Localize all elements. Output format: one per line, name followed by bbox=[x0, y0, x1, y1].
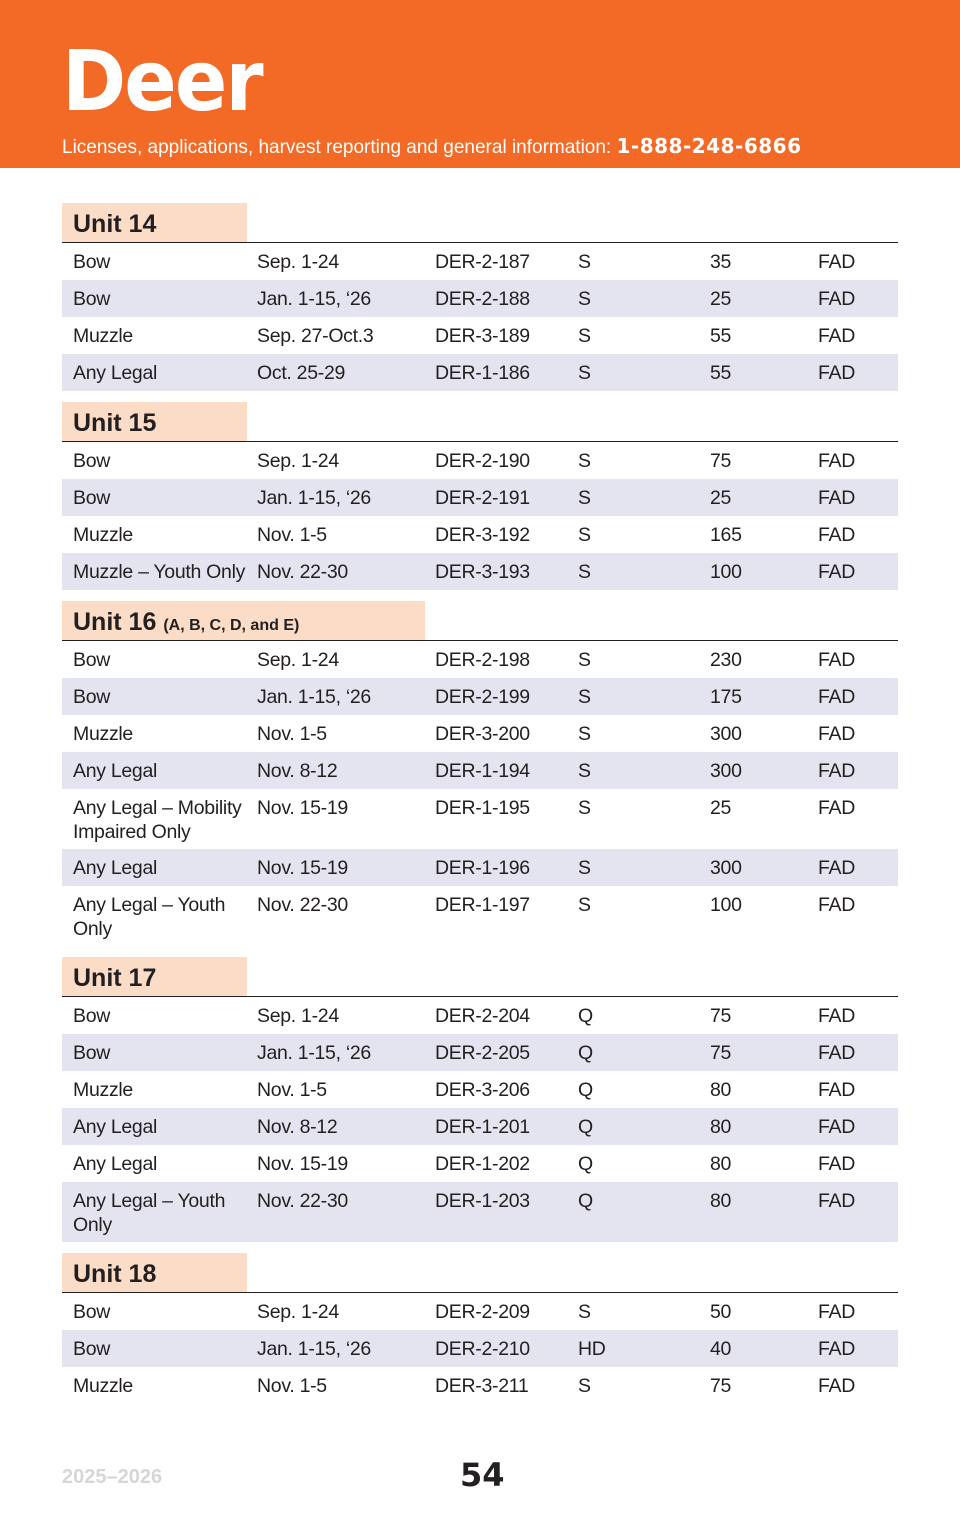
cell-apply: FAD bbox=[818, 325, 856, 347]
cell-apply: FAD bbox=[818, 362, 856, 384]
table-row bbox=[62, 886, 898, 946]
table-row bbox=[62, 479, 898, 516]
cell-apply: FAD bbox=[818, 1338, 856, 1360]
table-row bbox=[62, 243, 898, 280]
cell-type: Q bbox=[578, 1005, 593, 1027]
cell-licenses: 75 bbox=[710, 1042, 732, 1064]
unit-section bbox=[62, 957, 898, 1242]
cell-dates: Sep. 1-24 bbox=[257, 1005, 339, 1027]
cell-licenses: 55 bbox=[710, 362, 732, 384]
cell-apply: FAD bbox=[818, 857, 856, 879]
unit-section bbox=[62, 402, 898, 590]
cell-apply: FAD bbox=[818, 450, 856, 472]
cell-type: S bbox=[578, 894, 591, 916]
unit-header bbox=[62, 1253, 898, 1293]
cell-type: S bbox=[578, 524, 591, 546]
cell-dates: Sep. 1-24 bbox=[257, 649, 339, 671]
table-row bbox=[62, 516, 898, 553]
cell-dates: Sep. 1-24 bbox=[257, 450, 339, 472]
cell-hunt-code: DER-1-194 bbox=[435, 760, 530, 782]
cell-hunt-code: DER-2-199 bbox=[435, 686, 530, 708]
unit-section bbox=[62, 1253, 898, 1404]
cell-apply: FAD bbox=[818, 797, 856, 819]
cell-apply: FAD bbox=[818, 894, 856, 916]
cell-licenses: 80 bbox=[710, 1190, 732, 1212]
cell-licenses: 55 bbox=[710, 325, 732, 347]
cell-licenses: 300 bbox=[710, 723, 742, 745]
cell-dates: Nov. 1-5 bbox=[257, 524, 327, 546]
page-title: Deer bbox=[62, 32, 262, 130]
cell-hunt-code: DER-1-195 bbox=[435, 797, 530, 819]
cell-type: Q bbox=[578, 1042, 593, 1064]
cell-type: Q bbox=[578, 1190, 593, 1212]
cell-type: S bbox=[578, 797, 591, 819]
cell-weapon: Bow bbox=[73, 649, 111, 671]
cell-dates: Nov. 15-19 bbox=[257, 1153, 348, 1175]
unit-name: Unit 17 bbox=[73, 964, 157, 992]
table-row bbox=[62, 553, 898, 590]
cell-weapon: Muzzle bbox=[73, 325, 133, 347]
cell-hunt-code: DER-2-191 bbox=[435, 487, 530, 509]
cell-weapon: Muzzle bbox=[73, 1375, 133, 1397]
cell-hunt-code: DER-3-206 bbox=[435, 1079, 530, 1101]
table-row bbox=[62, 1330, 898, 1367]
cell-weapon: Any Legal bbox=[73, 1153, 158, 1175]
cell-dates: Nov. 15-19 bbox=[257, 857, 348, 879]
cell-hunt-code: DER-2-187 bbox=[435, 251, 530, 273]
cell-weapon: Any Legal bbox=[73, 1116, 158, 1138]
cell-weapon: Bow bbox=[73, 450, 111, 472]
cell-hunt-code: DER-3-193 bbox=[435, 561, 530, 583]
table-row bbox=[62, 1071, 898, 1108]
table-row bbox=[62, 678, 898, 715]
cell-weapon: Any Legal – Youth Only bbox=[73, 1190, 226, 1236]
cell-hunt-code: DER-3-192 bbox=[435, 524, 530, 546]
cell-licenses: 80 bbox=[710, 1079, 732, 1101]
cell-apply: FAD bbox=[818, 1079, 856, 1101]
cell-type: Q bbox=[578, 1153, 593, 1175]
cell-type: S bbox=[578, 561, 591, 583]
table-row bbox=[62, 1108, 898, 1145]
cell-licenses: 80 bbox=[710, 1116, 732, 1138]
cell-apply: FAD bbox=[818, 1116, 856, 1138]
cell-hunt-code: DER-3-211 bbox=[435, 1375, 529, 1397]
phone-number: 1-888-248-6866 bbox=[616, 134, 802, 158]
cell-licenses: 300 bbox=[710, 857, 742, 879]
unit-title bbox=[62, 203, 247, 242]
cell-weapon: Bow bbox=[73, 288, 111, 310]
cell-type: Q bbox=[578, 1116, 593, 1138]
cell-type: S bbox=[578, 857, 591, 879]
cell-dates: Nov. 1-5 bbox=[257, 723, 327, 745]
cell-licenses: 230 bbox=[710, 649, 742, 671]
cell-licenses: 100 bbox=[710, 894, 742, 916]
table-row bbox=[62, 715, 898, 752]
cell-dates: Nov. 1-5 bbox=[257, 1375, 327, 1397]
cell-type: S bbox=[578, 723, 591, 745]
cell-dates: Nov. 22-30 bbox=[257, 1190, 348, 1212]
table-row bbox=[62, 317, 898, 354]
cell-hunt-code: DER-1-197 bbox=[435, 894, 530, 916]
unit-name: Unit 14 bbox=[73, 210, 157, 238]
cell-weapon: Muzzle bbox=[73, 1079, 133, 1101]
cell-type: S bbox=[578, 251, 591, 273]
cell-hunt-code: DER-1-203 bbox=[435, 1190, 530, 1212]
cell-hunt-code: DER-2-209 bbox=[435, 1301, 530, 1323]
unit-title bbox=[62, 957, 247, 996]
unit-name: Unit 18 bbox=[73, 1260, 157, 1288]
cell-type: S bbox=[578, 325, 591, 347]
cell-dates: Sep. 1-24 bbox=[257, 1301, 339, 1323]
header-subtitle bbox=[62, 134, 801, 159]
cell-weapon: Any Legal bbox=[73, 857, 158, 879]
cell-dates: Nov. 22-30 bbox=[257, 894, 348, 916]
cell-licenses: 300 bbox=[710, 760, 742, 782]
unit-header bbox=[62, 601, 898, 641]
cell-type: S bbox=[578, 1375, 591, 1397]
cell-type: HD bbox=[578, 1338, 606, 1360]
cell-apply: FAD bbox=[818, 1005, 856, 1027]
cell-hunt-code: DER-1-202 bbox=[435, 1153, 530, 1175]
cell-weapon: Muzzle bbox=[73, 524, 133, 546]
table-row bbox=[62, 997, 898, 1034]
cell-hunt-code: DER-1-186 bbox=[435, 362, 530, 384]
cell-dates: Jan. 1-15, ‘26 bbox=[257, 686, 371, 708]
cell-apply: FAD bbox=[818, 524, 856, 546]
cell-weapon: Bow bbox=[73, 1338, 111, 1360]
unit-header bbox=[62, 402, 898, 442]
cell-hunt-code: DER-1-201 bbox=[435, 1116, 530, 1138]
unit-title bbox=[62, 402, 247, 441]
table-row bbox=[62, 1367, 898, 1404]
cell-type: S bbox=[578, 487, 591, 509]
table-row bbox=[62, 1293, 898, 1330]
cell-dates: Nov. 1-5 bbox=[257, 1079, 327, 1101]
page-number: 54 bbox=[460, 1456, 505, 1494]
cell-hunt-code: DER-2-204 bbox=[435, 1005, 530, 1027]
cell-weapon: Bow bbox=[73, 487, 111, 509]
cell-weapon: Any Legal – Youth Only bbox=[73, 894, 226, 940]
unit-header bbox=[62, 203, 898, 243]
table-row bbox=[62, 1145, 898, 1182]
cell-type: S bbox=[578, 288, 591, 310]
cell-weapon: Bow bbox=[73, 1005, 111, 1027]
table-row bbox=[62, 789, 898, 849]
hunt-table bbox=[62, 203, 898, 1415]
cell-weapon: Any Legal bbox=[73, 362, 158, 384]
unit-section bbox=[62, 601, 898, 946]
cell-licenses: 175 bbox=[710, 686, 742, 708]
cell-apply: FAD bbox=[818, 760, 856, 782]
table-row bbox=[62, 280, 898, 317]
unit-name: Unit 15 bbox=[73, 409, 157, 437]
cell-apply: FAD bbox=[818, 561, 856, 583]
cell-dates: Jan. 1-15, ‘26 bbox=[257, 1338, 371, 1360]
table-row bbox=[62, 354, 898, 391]
cell-dates: Jan. 1-15, ‘26 bbox=[257, 487, 371, 509]
cell-weapon: Muzzle bbox=[73, 723, 133, 745]
table-row bbox=[62, 641, 898, 678]
cell-type: S bbox=[578, 450, 591, 472]
cell-licenses: 75 bbox=[710, 1005, 732, 1027]
cell-apply: FAD bbox=[818, 487, 856, 509]
cell-dates: Sep. 27-Oct.3 bbox=[257, 325, 374, 347]
cell-dates: Sep. 1-24 bbox=[257, 251, 339, 273]
cell-hunt-code: DER-2-188 bbox=[435, 288, 530, 310]
cell-weapon: Bow bbox=[73, 1042, 111, 1064]
cell-hunt-code: DER-3-200 bbox=[435, 723, 530, 745]
cell-apply: FAD bbox=[818, 723, 856, 745]
cell-hunt-code: DER-2-190 bbox=[435, 450, 530, 472]
cell-dates: Nov. 8-12 bbox=[257, 760, 338, 782]
cell-hunt-code: DER-2-198 bbox=[435, 649, 530, 671]
cell-weapon: Muzzle – Youth Only bbox=[73, 561, 246, 583]
header-banner bbox=[0, 0, 960, 168]
table-row bbox=[62, 752, 898, 789]
cell-apply: FAD bbox=[818, 288, 856, 310]
cell-apply: FAD bbox=[818, 649, 856, 671]
cell-licenses: 80 bbox=[710, 1153, 732, 1175]
cell-hunt-code: DER-3-189 bbox=[435, 325, 530, 347]
unit-section bbox=[62, 203, 898, 391]
cell-weapon: Bow bbox=[73, 1301, 111, 1323]
cell-licenses: 40 bbox=[710, 1338, 732, 1360]
cell-apply: FAD bbox=[818, 686, 856, 708]
cell-hunt-code: DER-2-210 bbox=[435, 1338, 530, 1360]
cell-licenses: 75 bbox=[710, 1375, 732, 1397]
cell-type: S bbox=[578, 760, 591, 782]
footer-year: 2025–2026 bbox=[62, 1466, 163, 1488]
cell-dates: Oct. 25-29 bbox=[257, 362, 346, 384]
cell-licenses: 25 bbox=[710, 288, 732, 310]
cell-type: S bbox=[578, 686, 591, 708]
table-row bbox=[62, 1182, 898, 1242]
cell-dates: Nov. 22-30 bbox=[257, 561, 348, 583]
unit-title bbox=[62, 601, 425, 640]
cell-dates: Nov. 15-19 bbox=[257, 797, 348, 819]
cell-apply: FAD bbox=[818, 1042, 856, 1064]
cell-licenses: 165 bbox=[710, 524, 742, 546]
subtitle-text: Licenses, applications, harvest reporting and general information: bbox=[62, 137, 617, 158]
cell-apply: FAD bbox=[818, 1190, 856, 1212]
cell-weapon: Bow bbox=[73, 686, 111, 708]
cell-dates: Nov. 8-12 bbox=[257, 1116, 338, 1138]
unit-name: Unit 16 bbox=[73, 608, 157, 636]
cell-hunt-code: DER-1-196 bbox=[435, 857, 530, 879]
unit-title bbox=[62, 1253, 247, 1292]
cell-licenses: 50 bbox=[710, 1301, 732, 1323]
unit-note: (A, B, C, D, and E) bbox=[163, 617, 300, 634]
cell-apply: FAD bbox=[818, 1375, 856, 1397]
cell-apply: FAD bbox=[818, 251, 856, 273]
cell-type: S bbox=[578, 362, 591, 384]
cell-type: Q bbox=[578, 1079, 593, 1101]
cell-apply: FAD bbox=[818, 1301, 856, 1323]
cell-apply: FAD bbox=[818, 1153, 856, 1175]
cell-licenses: 25 bbox=[710, 487, 732, 509]
cell-dates: Jan. 1-15, ‘26 bbox=[257, 288, 371, 310]
cell-licenses: 75 bbox=[710, 450, 732, 472]
table-row bbox=[62, 1034, 898, 1071]
cell-type: S bbox=[578, 1301, 591, 1323]
table-row bbox=[62, 442, 898, 479]
cell-licenses: 100 bbox=[710, 561, 742, 583]
cell-type: S bbox=[578, 649, 591, 671]
cell-weapon: Any Legal – Mobility Impaired Only bbox=[73, 797, 242, 843]
cell-dates: Jan. 1-15, ‘26 bbox=[257, 1042, 371, 1064]
cell-licenses: 25 bbox=[710, 797, 732, 819]
cell-weapon: Any Legal bbox=[73, 760, 158, 782]
cell-hunt-code: DER-2-205 bbox=[435, 1042, 530, 1064]
cell-licenses: 35 bbox=[710, 251, 732, 273]
cell-weapon: Bow bbox=[73, 251, 111, 273]
table-row bbox=[62, 849, 898, 886]
unit-header bbox=[62, 957, 898, 997]
